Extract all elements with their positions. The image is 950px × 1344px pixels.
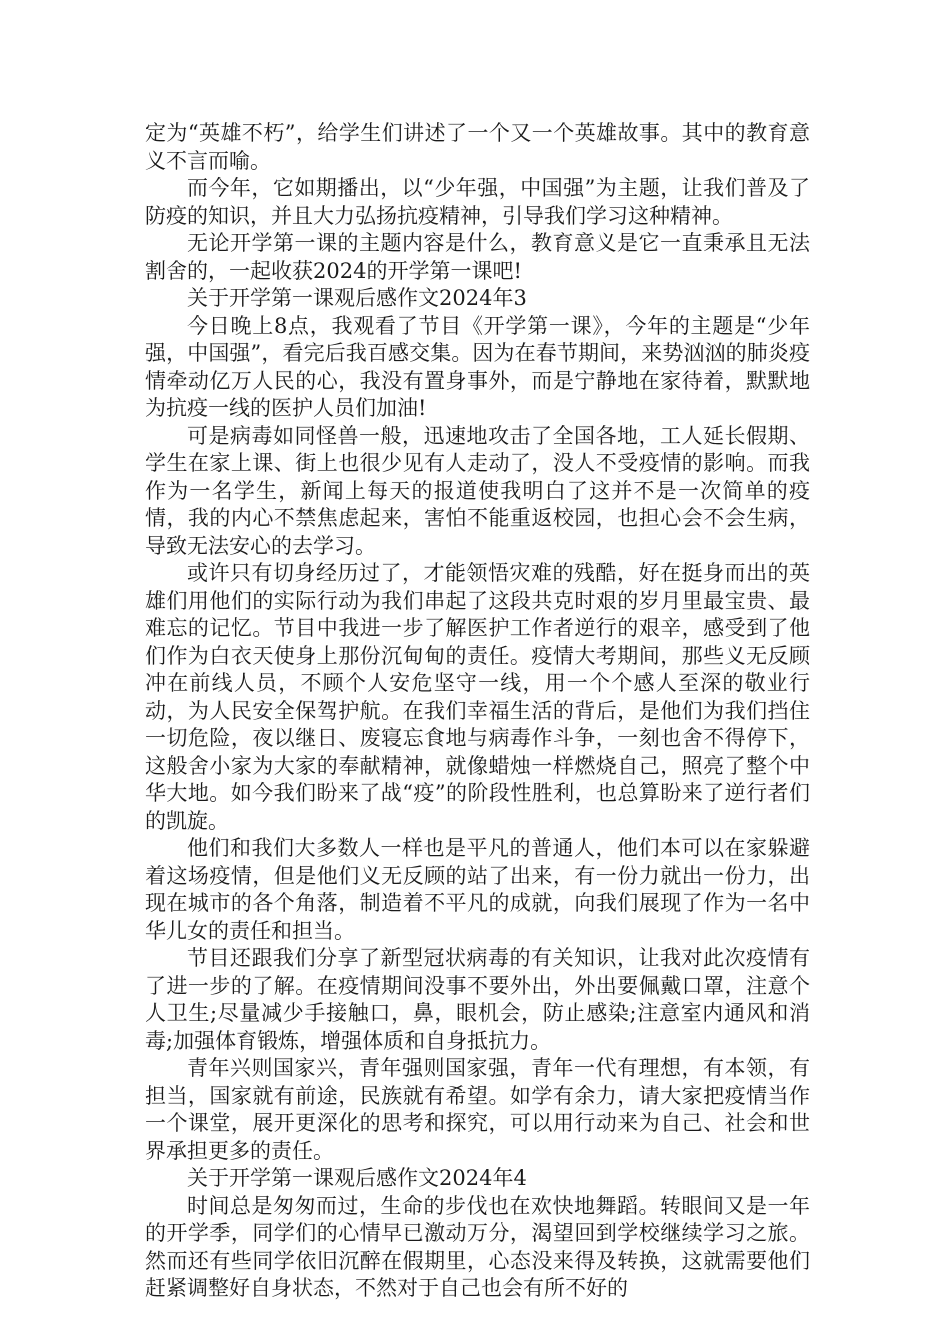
document-page (145, 120, 810, 1303)
paragraph: 可是病毒如同怪兽一般，迅速地攻击了全国各地，工人延长假期、学生在家上课、街上也很少见有人走动了，没人不受疫情的影响。而我作为一名学生，新闻上每天的报道使我明白了这并不是一次简单的疫情，我的内心不禁焦虑起来，害怕不能重返校园，也担心会不会生病，导致无法安心的去学习。 (145, 423, 810, 558)
paragraph: 定为“英雄不朽”，给学生们讲述了一个又一个英雄故事。其中的教育意义不言而喻。 (145, 121, 810, 173)
section-heading: 关于开学第一课观后感作文2024年4 (187, 1166, 527, 1190)
paragraph: 而今年，它如期播出，以“少年强，中国强”为主题，让我们普及了防疫的知识，并且大力弘扬抗疫精神，引导我们学习这种精神。 (145, 176, 810, 228)
paragraph: 时间总是匆匆而过，生命的步伐也在欢快地舞蹈。转眼间又是一年的开学季，同学们的心情早已激动万分，渴望回到学校继续学习之旅。然而还有些同学依旧沉醉在假期里，心态没来得及转换，这就需要他们赶紧调整好自身状态，不然对于自己也会有所不好的 (145, 1193, 810, 1300)
paragraph: 青年兴则国家兴，青年强则国家强，青年一代有理想，有本领，有担当，国家就有前途，民族就有希望。如学有余力，请大家把疫情当作一个课堂，展开更深化的思考和探究，可以用行动来为自己、社会和世界承担更多的责任。 (145, 1056, 810, 1163)
paragraph: 节目还跟我们分享了新型冠状病毒的有关知识，让我对此次疫情有了进一步的了解。在疫情期间没事不要外出，外出要佩戴口罩，注意个人卫生;尽量减少手接触口，鼻，眼机会，防止感染;注意室内通风和消毒;加强体育锻炼，增强体质和自身抵抗力。 (145, 946, 810, 1053)
paragraph: 今日晚上8点，我观看了节目《开学第一课》，今年的主题是“少年强，中国强”，看完后我百感交集。因为在春节期间，来势汹汹的肺炎疫情牵动亿万人民的心，我没有置身事外，而是宁静地在家待着，默默地为抗疫一线的医护人员们加油! (145, 313, 810, 420)
paragraph: 无论开学第一课的主题内容是什么，教育意义是它一直秉承且无法割舍的，一起收获2024的开学第一课吧! (145, 231, 810, 283)
paragraph: 他们和我们大多数人一样也是平凡的普通人，他们本可以在家躲避着这场疫情，但是他们义无反顾的站了出来，有一份力就出一份力，出现在城市的各个角落，制造着不平凡的成就，向我们展现了作为一名中华儿女的责任和担当。 (145, 836, 810, 943)
section-heading: 关于开学第一课观后感作文2024年3 (187, 286, 527, 310)
paragraph: 或许只有切身经历过了，才能领悟灾难的残酷，好在挺身而出的英雄们用他们的实际行动为我们串起了这段共克时艰的岁月里最宝贵、最难忘的记忆。节目中我进一步了解医护工作者逆行的艰辛，感受到了他们作为白衣天使身上那份沉甸甸的责任。疫情大考期间，那些义无反顾冲在前线人员，不顾个人安危坚守一线，用一个个感人至深的敬业行动，为人民安全保驾护航。在我们幸福生活的背后，是他们为我们挡住一切危险，夜以继日、废寝忘食地与病毒作斗争，一刻也舍不得停下，这般舍小家为大家的奉献精神，就像蜡烛一样燃烧自己，照亮了整个中华大地。如今我们盼来了战“疫”的阶段性胜利，也总算盼来了逆行者们的凯旋。 (145, 561, 810, 833)
